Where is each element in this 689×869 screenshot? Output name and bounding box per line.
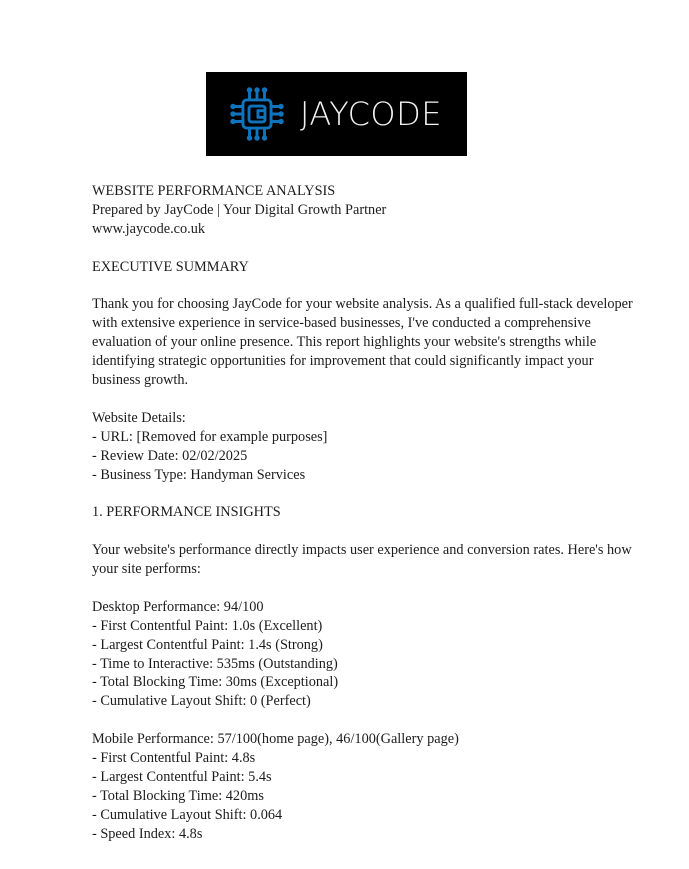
executive-summary-paragraph: Thank you for choosing JayCode for your website analysis. As a qualified full-stack developer with extensive experience in service-based businesses, I've conducted a comprehensive evaluation of your online presence. This report highlights your website's strengths while identifying strategic opportunities for improvement that could significantly impact your business growth.	[92, 296, 637, 389]
document-body	[92, 182, 640, 844]
performance-insights-heading: 1. PERFORMANCE INSIGHTS	[92, 504, 281, 521]
desktop-metric: - Time to Interactive: 535ms (Outstanding)	[92, 655, 338, 672]
spacer	[92, 484, 640, 503]
desktop-metric: - Largest Contentful Paint: 1.4s (Strong)	[92, 636, 323, 653]
desktop-metric: - Total Blocking Time: 30ms (Exceptional)	[92, 674, 339, 691]
spacer	[92, 390, 640, 409]
spacer	[92, 277, 640, 296]
website-details-item: - Review Date: 02/02/2025	[92, 447, 248, 464]
executive-summary-heading: EXECUTIVE SUMMARY	[92, 258, 249, 275]
mobile-metric: - Cumulative Layout Shift: 0.064	[92, 806, 283, 823]
mobile-metric: - Total Blocking Time: 420ms	[92, 787, 264, 804]
website-details-heading: Website Details:	[92, 409, 186, 426]
mobile-metric: - Largest Contentful Paint: 5.4s	[92, 768, 272, 785]
jaycode-logo-banner	[206, 72, 467, 156]
mobile-metric: - First Contentful Paint: 4.8s	[92, 750, 256, 767]
website-details-item: - Business Type: Handyman Services	[92, 466, 306, 483]
spacer	[92, 239, 640, 258]
desktop-performance-heading: Desktop Performance: 94/100	[92, 598, 264, 615]
spacer	[92, 522, 640, 541]
website-details-item: - URL: [Removed for example purposes]	[92, 428, 328, 445]
mobile-performance-heading: Mobile Performance: 57/100(home page), 46/100(Gallery page)	[92, 731, 459, 748]
website-url-line: www.jaycode.co.uk	[92, 220, 206, 237]
performance-insights-intro: Your website's performance directly impacts user experience and conversion rates. Here's how your site performs:	[92, 542, 636, 578]
prepared-by-line: Prepared by JayCode | Your Digital Growth Partner	[92, 201, 387, 218]
mobile-metric: - Speed Index: 4.8s	[92, 825, 203, 842]
microchip-icon	[227, 84, 287, 144]
spacer	[92, 711, 640, 730]
spacer	[92, 579, 640, 598]
jaycode-wordmark: JAYCODE	[300, 95, 442, 133]
desktop-metric: - First Contentful Paint: 1.0s (Excellent)	[92, 617, 323, 634]
report-title: WEBSITE PERFORMANCE ANALYSIS	[92, 183, 336, 199]
desktop-metric: - Cumulative Layout Shift: 0 (Perfect)	[92, 693, 311, 710]
